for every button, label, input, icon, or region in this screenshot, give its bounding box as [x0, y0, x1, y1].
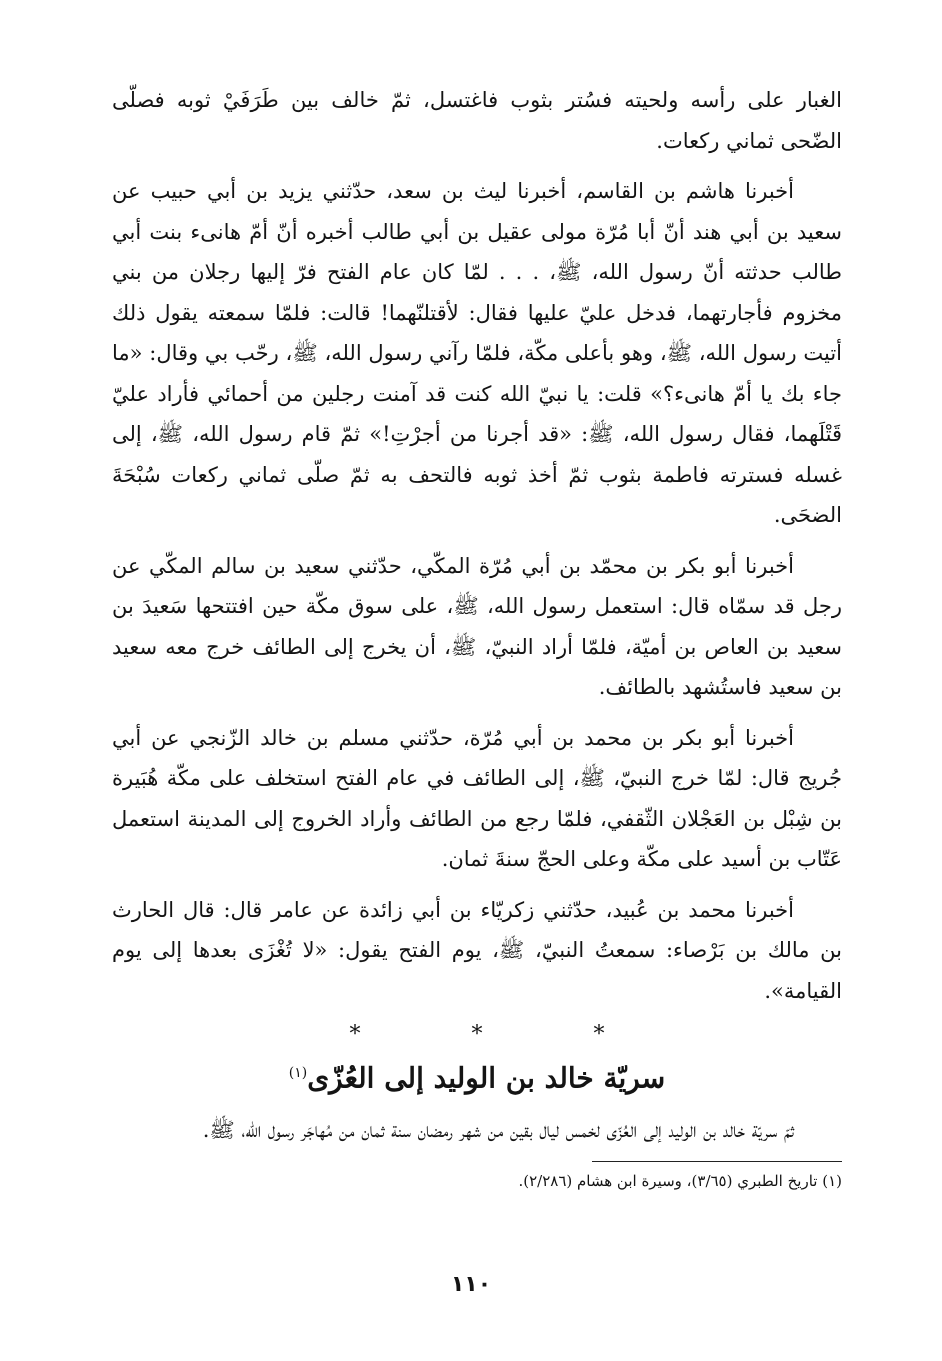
section-separator: * * *	[349, 1022, 657, 1047]
section-title-text: سريّة خالد بن الوليد إلى العُزّى	[307, 1061, 666, 1095]
footnote: (١) تاريخ الطبري (٣/٦٥)، وسيرة ابن هشام (٢/٢٨٦).	[518, 1171, 842, 1190]
page-number: ١١٠	[450, 1272, 492, 1297]
paragraph-harith: أخبرنا محمد بن عُبيد، حدّثني زكريّاء بن أبي زائدة عن عامر قال: قال الحارث بن مالك بن بَرْصاء: سمعتُ النبيّ، ﷺ، يوم الفتح يقول: «لا تُغْزَى بعدها إلى يوم القيامة».	[112, 897, 842, 1003]
paragraph-said-bin-said: أخبرنا أبو بكر بن محمّد بن أبي مُرّة المكّي، حدّثني سعيد بن سالم المكّي عن رجل قد سمّاه قال: استعمل رسول الله، ﷺ، على سوق مكّة حين افتتحها سَعيدَ بن سعيد بن العاص بن أميّة، فلمّا أراد النبيّ، ﷺ، أن يخرج إلى الطائف خرج معه سعيد بن سعيد فاستُشهد بالطائف.	[112, 553, 842, 699]
section-paragraph: ثمّ سريّة خالد بن الوليد إلى العُزّى لخمس ليال بقين من شهر رمضان سنة ثمان من مُهاجَر رسول الله، ﷺ.	[202, 1118, 794, 1143]
page-body	[112, 80, 842, 1194]
paragraph-continuation: الغبار على رأسه ولحيته فسُتر بثوب فاغتسل، ثمّ خالف بين طَرَفَيْ ثوبه فصلّى الضّحى ثماني ركعات.	[112, 88, 842, 153]
footnote-marker: (١)	[288, 1065, 308, 1081]
paragraph-umm-hani: أخبرنا هاشم بن القاسم، أخبرنا ليث بن سعد، حدّثني يزيد بن أبي حبيب عن سعيد بن أبي هند أنّ أبا مُرّة مولى عقيل بن أبي طالب أخبره أنّ أمّ هانىء بنت أبي طالب حدثته أنّ رسول الله، ﷺ، . . . لمّا كان عام الفتح فرّ إليها رجلان من بني مخزوم فأجارتهما، فدخل عليّ عليها فقال: لأقتلنّهما! قالت: فلمّا سمعته يقول ذلك أتيت رسول الله، ﷺ، وهو بأعلى مكّة، فلمّا رآني رسول الله، ﷺ، رحّب بي وقال: «ما جاء بك يا أمّ هانىء؟» قلت: يا نبيّ الله كنت قد آمنت رجلين من أحمائي فأراد عليّ قَتْلَهما، فقال رسول الله، ﷺ: «قد أجرنا من أجرْتِ!» ثمّ قام رسول الله، ﷺ، إلى غسله فسترته فاطمة بثوب ثمّ أخذ ثوبه فالتحف به ثمّ صلّى ثماني ركعات سُبْحَةَ الضحَى.	[112, 179, 842, 527]
footnote-divider	[592, 1161, 842, 1162]
section-title	[112, 1049, 842, 1102]
paragraph-hubayra: أخبرنا أبو بكر بن محمد بن أبي مُرّة، حدّثني مسلم بن خالد الزّنجي عن أبي جُريج قال: لمّا خرج النبيّ، ﷺ، إلى الطائف في عام الفتح استخلف على مكّة هُبَيرة بن شِبْل بن العَجْلان الثّقفي، فلمّا رجع من الطائف وأراد الخروج إلى المدينة استعمل عَتّاب بن أسيد على مكّة وعلى الحجّ سنةَ ثمان.	[112, 725, 842, 871]
